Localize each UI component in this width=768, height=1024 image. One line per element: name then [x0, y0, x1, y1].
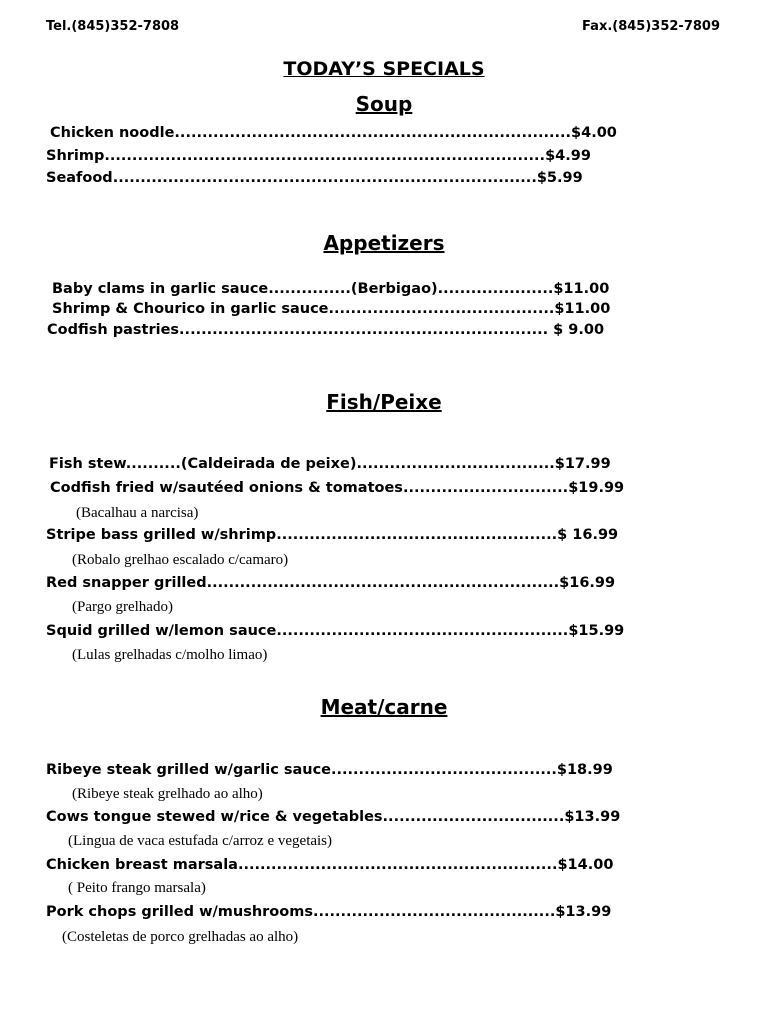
item-name: Cows tongue stewed w/rice & vegetables: [46, 809, 383, 825]
item-translation: (Lingua de vaca estufada c/arroz e vegetais): [68, 833, 333, 849]
menu-item-baby-clams: [52, 281, 609, 297]
item-translation: (Robalo grelhao escalado c/camaro): [72, 552, 289, 568]
telephone-number: Tel.(845)352-7808: [46, 19, 180, 34]
item-name: Seafood: [46, 170, 113, 186]
fish-heading: Fish/Peixe: [326, 390, 442, 414]
item-price: $16.99: [559, 575, 616, 591]
item-translation: (Bacalhau a narcisa): [76, 505, 199, 521]
leader-dots: .........................................: [331, 762, 557, 778]
soup-heading: Soup: [355, 92, 413, 116]
leader-dots: .................................: [382, 809, 565, 825]
item-name: Ribeye steak grilled w/garlic sauce: [46, 762, 332, 778]
leader-dots: ..........(Caldeirada de peixe)....................................: [125, 456, 555, 472]
leader-dots: .....................................................: [276, 623, 569, 639]
leader-dots: ............................................: [312, 904, 556, 920]
menu-item-codfish-fried: [50, 480, 624, 496]
item-price: $4.99: [545, 148, 591, 164]
item-price: $18.99: [556, 762, 613, 778]
item-translation: (Costeletas de porco grelhadas ao alho): [62, 929, 299, 945]
appetizers-heading: Appetizers: [323, 231, 445, 255]
item-price: $14.00: [557, 857, 614, 873]
leader-dots: ...................................................: [276, 527, 558, 543]
item-name: Codfish pastries: [47, 322, 180, 338]
item-price: $5.99: [536, 170, 583, 186]
menu-item-codfish-pastries: [47, 322, 604, 338]
menu-item-red-snapper: [46, 575, 615, 591]
item-name: Chicken noodle: [50, 125, 175, 141]
leader-dots: ........................................................................: [174, 125, 572, 141]
item-price: $17.99: [554, 456, 611, 472]
item-name: Stripe bass grilled w/shrimp: [46, 527, 277, 543]
fax-number: Fax.(845)352-7809: [582, 19, 720, 34]
leader-dots: ...............(Berbigao).....................: [268, 281, 554, 297]
leader-dots: ...................................................................: [179, 322, 549, 338]
item-price: $19.99: [568, 480, 625, 496]
menu-item-squid: [46, 623, 624, 639]
item-name: Squid grilled w/lemon sauce: [46, 623, 277, 639]
leader-dots: ................................................................: [206, 575, 560, 591]
page-title: TODAY’S SPECIALS: [283, 58, 485, 80]
menu-item-pork-chops: [46, 904, 611, 920]
item-price: $11.00: [553, 281, 610, 297]
item-name: Codfish fried w/sautéed onions & tomatoes: [50, 480, 403, 496]
menu-item-chicken-noodle: [50, 125, 617, 141]
leader-dots: .........................................: [328, 301, 555, 317]
menu-item-seafood-soup: [46, 170, 583, 186]
item-translation: ( Peito frango marsala): [68, 880, 206, 896]
item-name: Shrimp & Chourico in garlic sauce: [52, 301, 329, 317]
leader-dots: .............................................................................: [112, 170, 537, 186]
menu-item-stripe-bass: [46, 527, 618, 543]
leader-dots: ................................................................................: [104, 148, 546, 164]
item-translation: (Pargo grelhado): [72, 599, 173, 615]
menu-item-chicken-breast: [46, 857, 613, 873]
item-price: $ 9.00: [548, 322, 605, 338]
item-price: $13.99: [564, 809, 621, 825]
leader-dots: ..........................................................: [237, 857, 558, 873]
item-name: Shrimp: [46, 148, 105, 164]
menu-item-ribeye: [46, 762, 613, 778]
item-translation: (Ribeye steak grelhado ao alho): [72, 786, 263, 802]
item-name: Baby clams in garlic sauce: [52, 281, 269, 297]
meat-heading: Meat/carne: [320, 695, 448, 719]
menu-item-shrimp-soup: [46, 148, 591, 164]
item-name: Pork chops grilled w/mushrooms: [46, 904, 313, 920]
item-price: $11.00: [554, 301, 611, 317]
item-translation: (Lulas grelhadas c/molho limao): [72, 647, 268, 663]
menu-item-shrimp-chourico: [52, 301, 610, 317]
item-price: $15.99: [568, 623, 625, 639]
item-name: Fish stew: [49, 456, 126, 472]
item-name: Chicken breast marsala: [46, 857, 238, 873]
item-name: Red snapper grilled: [46, 575, 207, 591]
menu-item-cows-tongue: [46, 809, 620, 825]
item-price: $13.99: [555, 904, 612, 920]
item-price: $4.00: [571, 125, 617, 141]
item-price: $ 16.99: [557, 527, 619, 543]
menu-item-fish-stew: [49, 456, 611, 472]
leader-dots: ..............................: [402, 480, 569, 496]
